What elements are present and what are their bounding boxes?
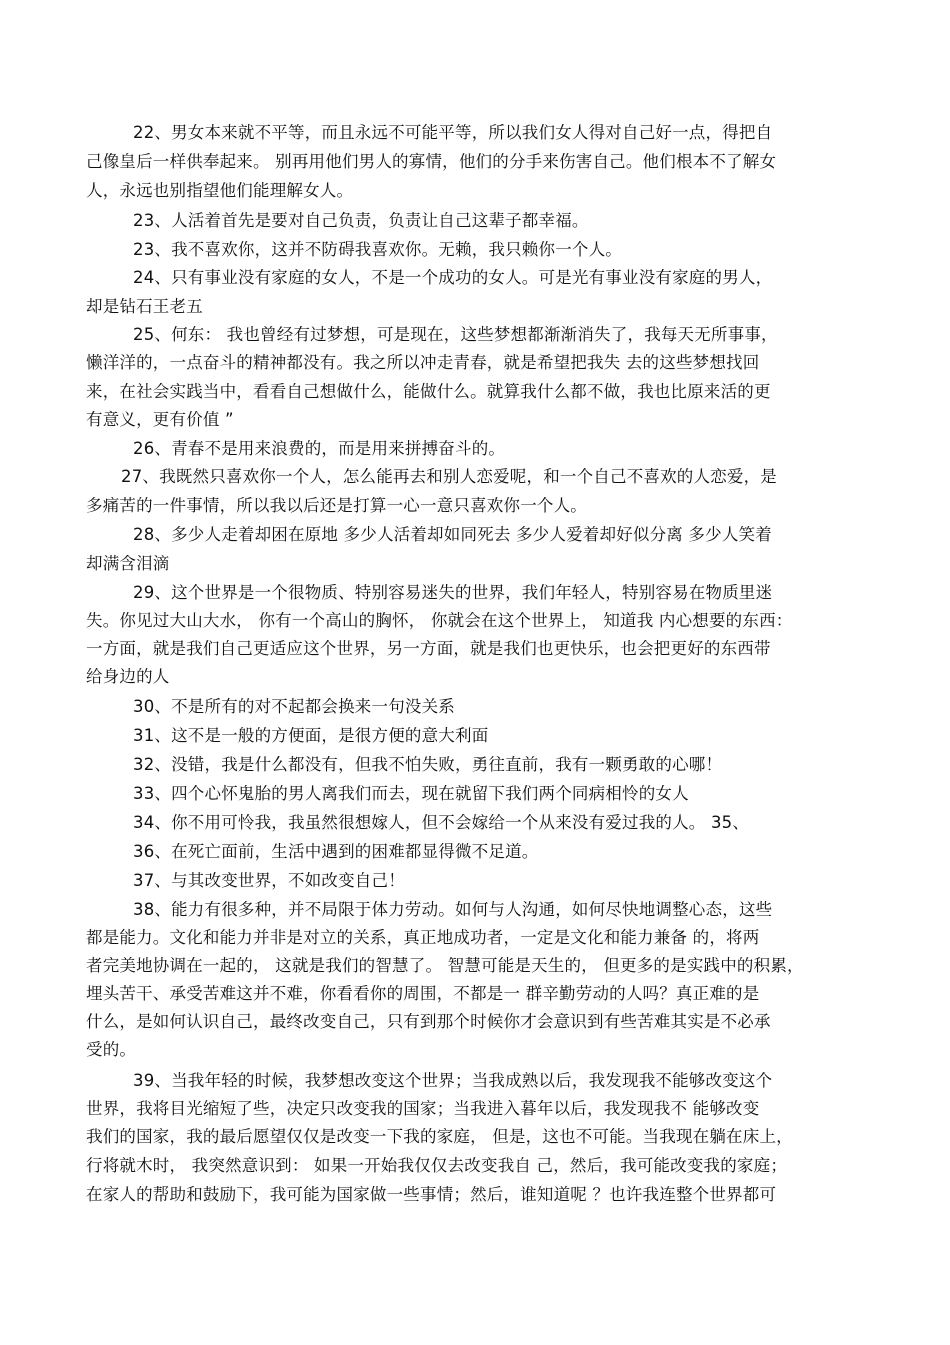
text-line: 却是钻石王老五 bbox=[86, 297, 203, 316]
text-line: 都是能力。文化和能力并非是对立的关系，真正地成功者，一定是文化和能力兼备 的，将两 bbox=[86, 928, 760, 947]
text-line: 26、青春不是用来浪费的，而是用来拼搏奋斗的。 bbox=[133, 439, 506, 458]
text-line: 多痛苦的一件事情，所以我以后还是打算一心一意只喜欢你一个人。 bbox=[86, 496, 587, 515]
text-line: 32、没错，我是什么都没有，但我不怕失败，勇往直前，我有一颗勇敢的心哪！ bbox=[133, 755, 723, 774]
text-line: 却满含泪滴 bbox=[86, 554, 170, 573]
text-line: 给身边的人 bbox=[86, 667, 170, 686]
text-line: 24、只有事业没有家庭的女人，不是一个成功的女人。可是光有事业没有家庭的男人， bbox=[133, 268, 773, 287]
text-line: 什么，是如何认识自己，最终改变自己，只有到那个时候你才会意识到有些苦难其实是不必承 bbox=[86, 1012, 771, 1031]
text-line: 我们的国家，我的最后愿望仅仅是改变一下我的家庭， 但是，这也不可能。当我现在躺在床上， bbox=[86, 1127, 793, 1146]
text-line: 来，在社会实践当中，看看自己想做什么，能做什么。就算我什么都不做，我也比原来活的更 bbox=[86, 382, 771, 401]
text-line: 38、能力有很多种，并不局限于体力劳动。如何与人沟通，如何尽快地调整心态，这些 bbox=[133, 900, 773, 919]
text-line: 37、与其改变世界，不如改变自己！ bbox=[133, 871, 405, 890]
text-line: 埋头苦干、承受苦难这并不难，你看看你的周围，不都是一 群辛勤劳动的人吗？真正难的是 bbox=[86, 984, 760, 1003]
text-line: 一方面，就是我们自己更适应这个世界，另一方面，就是我们也更快乐，也会把更好的东西带 bbox=[86, 639, 771, 658]
text-line: 39、当我年轻的时候，我梦想改变这个世界；当我成熟以后，我发现我不能够改变这个 bbox=[133, 1071, 773, 1090]
text-line: 36、在死亡面前，生活中遇到的困难都显得微不足道。 bbox=[133, 842, 539, 861]
text-line: 行将就木时， 我突然意识到： 如果一开始我仅仅去改变我自 己，然后，我可能改变我的家庭； bbox=[86, 1156, 788, 1175]
text-line: 31、这不是一般的方便面，是很方便的意大利面 bbox=[133, 726, 489, 745]
text-line: 世界，我将目光缩短了些，决定只改变我的国家；当我进入暮年以后，我发现我不 能够改变 bbox=[86, 1099, 760, 1118]
text-line: 33、四个心怀鬼胎的男人离我们而去，现在就留下我们两个同病相怜的女人 bbox=[133, 784, 689, 803]
text-line: 失。你见过大山大水， 你有一个高山的胸怀， 你就会在这个世界上， 知道我 内心想要的东西： bbox=[86, 611, 793, 630]
text-line: 27、我既然只喜欢你一个人，怎么能再去和别人恋爱呢，和一个自己不喜欢的人恋爱，是 bbox=[121, 467, 777, 486]
text-line: 23、人活着首先是要对自己负责，负责让自己这辈子都幸福。 bbox=[133, 211, 589, 230]
text-line: 25、何东： 我也曾经有过梦想，可是现在，这些梦想都渐渐消失了，我每天无所事事， bbox=[133, 325, 778, 344]
text-line: 在家人的帮助和鼓励下，我可能为国家做一些事情；然后，谁知道呢 ？也许我连整个世界都可 bbox=[86, 1185, 777, 1204]
text-line: 23、我不喜欢你，这并不防碍我喜欢你。无赖，我只赖你一个人。 bbox=[133, 240, 622, 259]
text-line: 懒洋洋的，一点奋斗的精神都没有。我之所以冲走青春，就是希望把我失 去的这些梦想找回 bbox=[86, 353, 760, 372]
text-line: 30、不是所有的对不起都会换来一句没关系 bbox=[133, 697, 455, 716]
text-line: 有意义，更有价值 ” bbox=[86, 410, 234, 429]
text-line: 29、这个世界是一个很物质、特别容易迷失的世界，我们年轻人，特别容易在物质里迷 bbox=[133, 583, 773, 602]
text-line: 人，永远也别指望他们能理解女人。 bbox=[86, 181, 354, 200]
text-line: 28、多少人走着却困在原地 多少人活着却如同死去 多少人爱着却好似分离 多少人笑着 bbox=[133, 525, 772, 544]
text-line: 受的。 bbox=[86, 1040, 137, 1059]
text-line: 者完美地协调在一起的， 这就是我们的智慧了。 智慧可能是天生的， 但更多的是实践中的积累， bbox=[86, 956, 804, 975]
text-line: 己像皇后一样供奉起来。 别再用他们男人的寡情，他们的分手来伤害自己。他们根本不了解女 bbox=[86, 152, 777, 171]
text-line: 34、你不用可怜我，我虽然很想嫁人，但不会嫁给一个从来没有爱过我的人。 35、 bbox=[133, 813, 750, 832]
text-line: 22、男女本来就不平等，而且永远不可能平等，所以我们女人得对自己好一点，得把自 bbox=[133, 123, 773, 142]
